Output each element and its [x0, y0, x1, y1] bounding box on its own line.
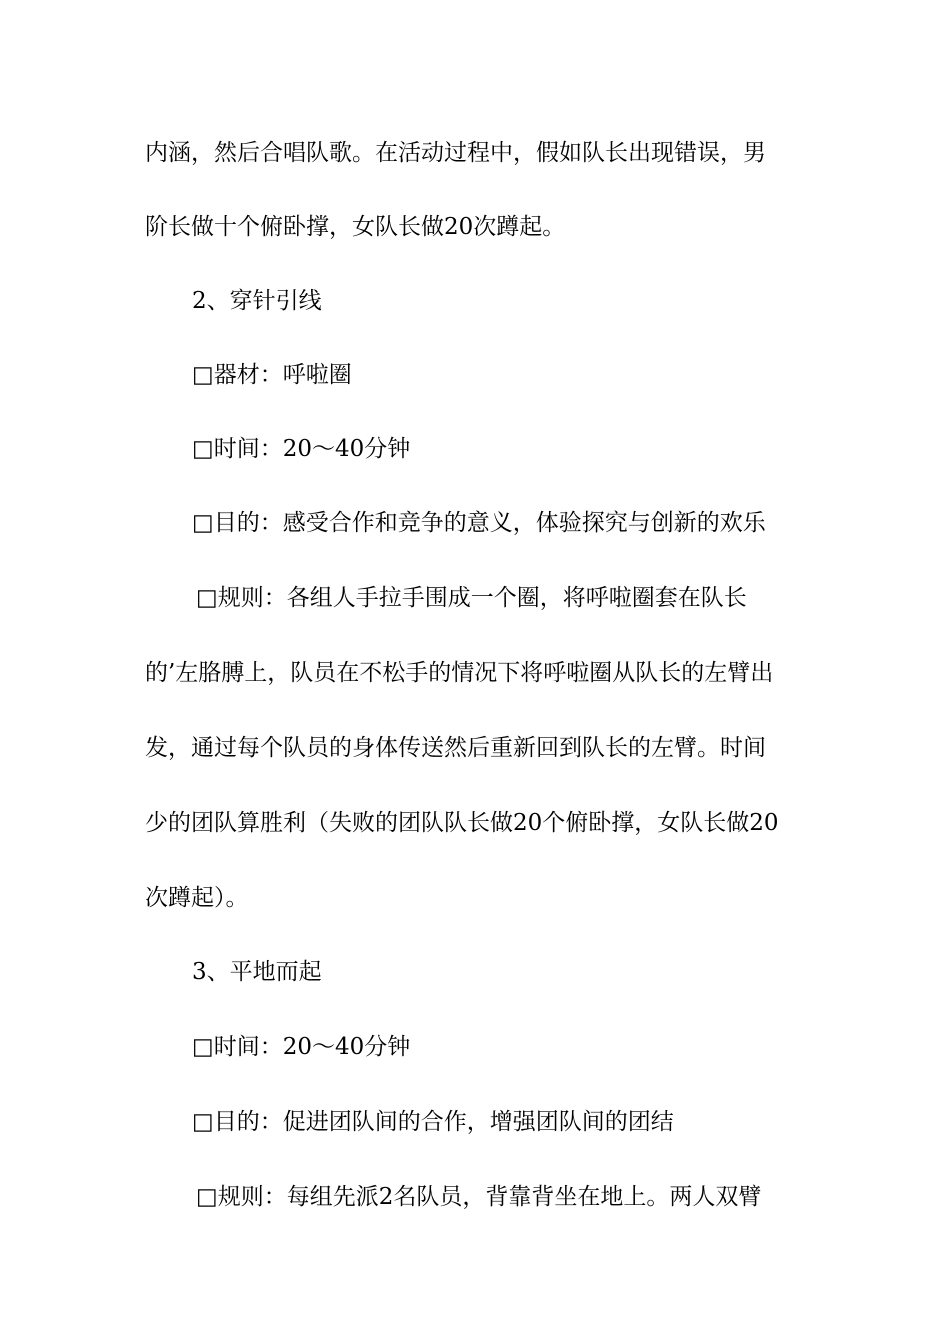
list-item: □器材：呼啦圈	[192, 362, 352, 388]
paragraph-line: 次蹲起）。	[145, 885, 249, 911]
list-item: □规则：每组先派2名队员，背靠背坐在地上。两人双臂	[196, 1184, 762, 1210]
paragraph-line: 少的团队算胜利（失败的团队队长做20个俯卧撑，女队长做20	[145, 810, 779, 836]
list-item: □时间：20～40分钟	[192, 1034, 411, 1060]
section-heading: 3、平地而起	[192, 959, 322, 985]
list-item: □规则：各组人手拉手围成一个圈，将呼啦圈套在队长	[196, 585, 747, 611]
paragraph-line: 的’左胳膊上，队员在不松手的情况下将呼啦圈从队长的左臂出	[145, 660, 774, 686]
list-item: □目的：促进团队间的合作，增强团队间的团结	[192, 1109, 674, 1135]
section-heading: 2、穿针引线	[192, 288, 322, 314]
list-item: □目的：感受合作和竞争的意义，体验探究与创新的欢乐	[192, 510, 766, 536]
list-item: □时间：20～40分钟	[192, 436, 411, 462]
paragraph-line: 阶长做十个俯卧撑，女队长做20次蹲起。	[145, 214, 566, 240]
paragraph-line: 内涵，然后合唱队歌。在活动过程中，假如队长出现错误，男	[145, 140, 766, 166]
paragraph-line: 发，通过每个队员的身体传送然后重新回到队长的左臂。时间	[145, 735, 766, 761]
